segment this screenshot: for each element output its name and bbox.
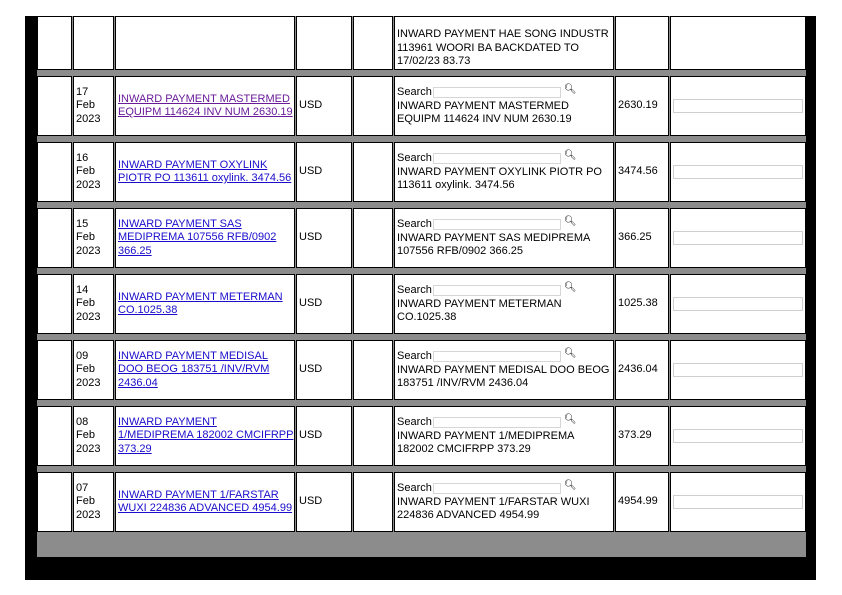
date-day: 09 (76, 349, 89, 362)
date-year: 2023 (76, 178, 101, 191)
description-link-cell (115, 76, 295, 136)
currency-text: USD (299, 429, 323, 442)
date-cell (73, 142, 114, 202)
description-cell (394, 472, 614, 532)
search-label: Search (397, 415, 432, 428)
search-label: Search (397, 283, 432, 296)
description-link-cell (115, 274, 295, 334)
amount-cell (615, 274, 669, 334)
table-row-partial (37, 16, 806, 73)
amount-text: 1025.38 (618, 297, 658, 310)
description-text: INWARD PAYMENT HAE SONG INDUSTR 113961 WOORI BA BACKDATED TO 17/02/23 83.73 (397, 28, 609, 67)
description-cell (394, 142, 614, 202)
description-link-cell (115, 340, 295, 400)
description-cell (394, 16, 614, 70)
select-cell (37, 16, 72, 70)
amount-text: 4954.99 (618, 495, 658, 508)
date-year: 2023 (76, 508, 101, 521)
search-label: Search (397, 217, 432, 230)
magnifier-icon[interactable]: 🔍︎ (563, 281, 577, 293)
magnifier-icon[interactable]: 🔍︎ (563, 83, 577, 95)
date-year: 2023 (76, 376, 101, 389)
table-row (37, 469, 806, 535)
spacer-cell (353, 472, 393, 532)
description-text: INWARD PAYMENT 1/MEDIPREMA 182002 CMCIFRPP 373.29 (397, 429, 574, 455)
date-year: 2023 (76, 310, 101, 323)
currency-cell (296, 340, 352, 400)
search-input[interactable] (433, 87, 561, 98)
transaction-link[interactable]: INWARD PAYMENT OXYLINK PIOTR PO 113611 oxylink. 3474.56 (118, 158, 292, 184)
amount-input[interactable] (673, 363, 803, 377)
input-cell (670, 274, 806, 334)
amount-cell (615, 208, 669, 268)
search-label: Search (397, 151, 432, 164)
search-row (397, 83, 613, 100)
amount-input[interactable] (673, 297, 803, 311)
description-link-cell (115, 406, 295, 466)
search-row (397, 413, 613, 430)
transaction-link[interactable]: INWARD PAYMENT MEDISAL DOO BEOG 183751 /INV/RVM 2436.04 (118, 349, 270, 389)
input-cell (670, 340, 806, 400)
date-day: 16 (76, 151, 89, 164)
currency-cell (296, 142, 352, 202)
search-input[interactable] (433, 417, 561, 428)
date-year: 2023 (76, 112, 101, 125)
description-text: INWARD PAYMENT METERMAN CO.1025.38 (397, 297, 562, 323)
amount-input[interactable] (673, 99, 803, 113)
input-cell (670, 16, 806, 70)
date-month: Feb (76, 495, 95, 508)
table-row (37, 337, 806, 403)
spacer-cell (353, 76, 393, 136)
date-day: 14 (76, 283, 89, 296)
amount-text: 3474.56 (618, 165, 658, 178)
input-cell (670, 208, 806, 268)
amount-cell (615, 142, 669, 202)
description-text: INWARD PAYMENT SAS MEDIPREMA 107556 RFB/0902 366.25 (397, 231, 590, 257)
description-link-cell (115, 208, 295, 268)
date-day: 15 (76, 217, 89, 230)
spacer-cell (353, 142, 393, 202)
search-label: Search (397, 349, 432, 362)
spacer-cell (353, 406, 393, 466)
amount-cell (615, 472, 669, 532)
spacer-cell (353, 274, 393, 334)
date-day: 17 (76, 85, 89, 98)
description-text: INWARD PAYMENT OXYLINK PIOTR PO 113611 oxylink. 3474.56 (397, 165, 602, 191)
magnifier-icon[interactable]: 🔍︎ (563, 479, 577, 491)
currency-text: USD (299, 165, 323, 178)
date-cell (73, 76, 114, 136)
date-day: 07 (76, 481, 89, 494)
transaction-link[interactable]: INWARD PAYMENT 1/FARSTAR WUXI 224836 ADVANCED 4954.99 (118, 488, 293, 514)
description-cell (394, 340, 614, 400)
input-cell (670, 142, 806, 202)
transaction-link[interactable]: INWARD PAYMENT SAS MEDIPREMA 107556 RFB/0902 366.25 (118, 217, 277, 257)
description-cell (394, 208, 614, 268)
description-link-cell (115, 16, 295, 70)
date-month: Feb (76, 297, 95, 310)
transaction-link[interactable]: INWARD PAYMENT METERMAN CO.1025.38 (118, 290, 283, 316)
description-link-cell (115, 472, 295, 532)
table-row (37, 271, 806, 337)
currency-text: USD (299, 297, 323, 310)
table-row (37, 73, 806, 139)
search-input[interactable] (433, 483, 561, 494)
amount-input[interactable] (673, 495, 803, 509)
currency-cell (296, 208, 352, 268)
date-day: 08 (76, 415, 89, 428)
date-month: Feb (76, 99, 95, 112)
amount-text: 366.25 (618, 231, 652, 244)
table-row (37, 139, 806, 205)
date-cell (73, 208, 114, 268)
transaction-link[interactable]: INWARD PAYMENT MASTERMED EQUIPM 114624 INV NUM 2630.19 (118, 92, 293, 118)
search-row (397, 281, 613, 298)
date-month: Feb (76, 363, 95, 376)
search-input[interactable] (433, 219, 561, 230)
amount-text: 2630.19 (618, 99, 658, 112)
select-cell (37, 142, 72, 202)
amount-input[interactable] (673, 429, 803, 443)
magnifier-icon[interactable]: 🔍︎ (563, 347, 577, 359)
input-cell (670, 472, 806, 532)
description-cell (394, 406, 614, 466)
table-row (37, 403, 806, 469)
input-cell (670, 76, 806, 136)
date-month: Feb (76, 165, 95, 178)
description-text: INWARD PAYMENT MEDISAL DOO BEOG 183751 /INV/RVM 2436.04 (397, 363, 610, 389)
search-row (397, 479, 613, 496)
page-frame (25, 16, 816, 580)
amount-cell (615, 16, 669, 70)
amount-cell (615, 406, 669, 466)
date-cell (73, 472, 114, 532)
amount-text: 2436.04 (618, 363, 658, 376)
date-year: 2023 (76, 442, 101, 455)
amount-text: 373.29 (618, 429, 652, 442)
magnifier-icon[interactable]: 🔍︎ (563, 215, 577, 227)
description-link-cell (115, 142, 295, 202)
search-row (397, 347, 613, 364)
description-cell (394, 274, 614, 334)
date-cell (73, 274, 114, 334)
select-cell (37, 274, 72, 334)
table-row (37, 205, 806, 271)
select-cell (37, 472, 72, 532)
magnifier-icon[interactable]: 🔍︎ (563, 413, 577, 425)
currency-text: USD (299, 495, 323, 508)
spacer-cell (353, 340, 393, 400)
search-input[interactable] (433, 153, 561, 164)
amount-input[interactable] (673, 231, 803, 245)
select-cell (37, 406, 72, 466)
transactions-table (37, 16, 806, 557)
magnifier-icon[interactable]: 🔍︎ (563, 149, 577, 161)
date-year: 2023 (76, 244, 101, 257)
date-month: Feb (76, 231, 95, 244)
search-row (397, 149, 613, 166)
spacer-cell (353, 208, 393, 268)
amount-input[interactable] (673, 165, 803, 179)
amount-cell (615, 340, 669, 400)
currency-text: USD (299, 363, 323, 376)
date-month: Feb (76, 429, 95, 442)
description-text: INWARD PAYMENT 1/FARSTAR WUXI 224836 ADVANCED 4954.99 (397, 495, 590, 521)
description-cell (394, 76, 614, 136)
currency-cell (296, 406, 352, 466)
currency-cell (296, 76, 352, 136)
search-input[interactable] (433, 351, 561, 362)
currency-cell (296, 472, 352, 532)
search-label: Search (397, 481, 432, 494)
currency-text: USD (299, 231, 323, 244)
input-cell (670, 406, 806, 466)
currency-cell (296, 16, 352, 70)
date-cell (73, 340, 114, 400)
currency-text: USD (299, 99, 323, 112)
date-cell (73, 406, 114, 466)
date-cell (73, 16, 114, 70)
amount-cell (615, 76, 669, 136)
select-cell (37, 76, 72, 136)
search-label: Search (397, 85, 432, 98)
spacer-cell (353, 16, 393, 70)
select-cell (37, 208, 72, 268)
search-input[interactable] (433, 285, 561, 296)
search-row (397, 215, 613, 232)
transaction-link[interactable]: INWARD PAYMENT 1/MEDIPREMA 182002 CMCIFRPP 373.29 (118, 415, 294, 455)
description-text: INWARD PAYMENT MASTERMED EQUIPM 114624 INV NUM 2630.19 (397, 99, 572, 125)
currency-cell (296, 274, 352, 334)
select-cell (37, 340, 72, 400)
